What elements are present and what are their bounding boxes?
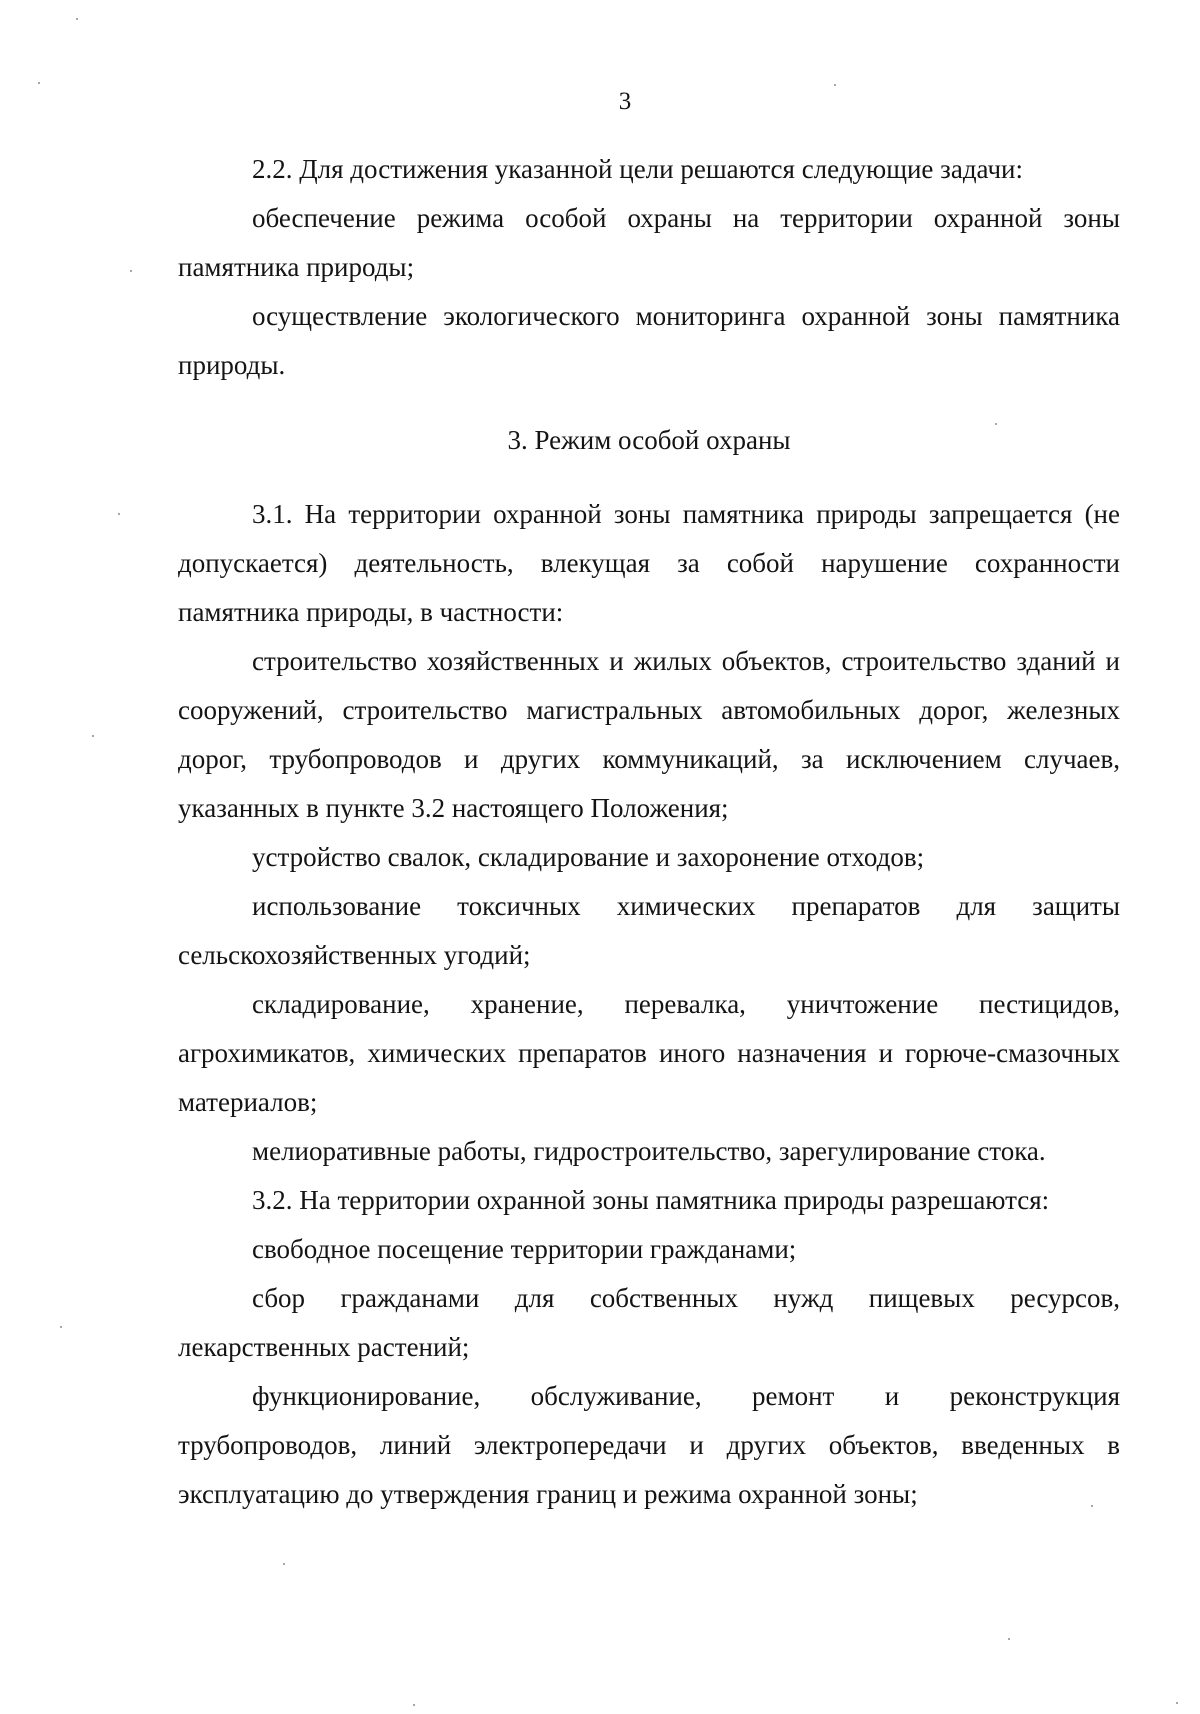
paragraph: устройство свалок, складирование и захоронение отходов; bbox=[252, 842, 925, 872]
paragraph: 3.2. На территории охранной зоны памятника природы разрешаются: bbox=[252, 1185, 1050, 1215]
scan-speck bbox=[38, 82, 40, 84]
scan-speck bbox=[76, 18, 78, 20]
paragraph: складирование, хранение, перевалка, уничтожение пестицидов, агрохимикатов, химических препаратов иного назначения и горюче-смазочных материалов; bbox=[178, 989, 1120, 1117]
scan-speck bbox=[283, 1563, 285, 1565]
paragraph: обеспечение режима особой охраны на территории охранной зоны памятника природы; bbox=[178, 203, 1120, 282]
paragraph: 2.2. Для достижения указанной цели решаются следующие задачи: bbox=[252, 154, 1023, 184]
scan-speck bbox=[60, 1326, 62, 1328]
section-heading: 3. Режим особой охраны bbox=[507, 425, 791, 455]
scan-speck bbox=[995, 423, 997, 425]
paragraph: сбор гражданами для собственных нужд пищевых ресурсов, лекарственных растений; bbox=[178, 1283, 1120, 1362]
scan-speck bbox=[92, 735, 94, 737]
scan-speck bbox=[1091, 1505, 1093, 1507]
paragraph: осуществление экологического мониторинга охранной зоны памятника природы. bbox=[178, 301, 1120, 380]
document-body bbox=[178, 145, 1120, 1519]
paragraph: использование токсичных химических препаратов для защиты сельскохозяйственных угодий; bbox=[178, 891, 1120, 970]
scan-speck bbox=[118, 513, 120, 515]
paragraph: мелиоративные работы, гидростроительство, зарегулирование стока. bbox=[252, 1136, 1046, 1166]
scan-speck bbox=[130, 270, 132, 272]
scan-speck bbox=[413, 1704, 415, 1706]
paragraph: строительство хозяйственных и жилых объектов, строительство зданий и сооружений, строительство магистральных автомобильных дорог, железных дорог, трубопроводов и других коммуникаций, за исключением случаев, указанных в пункте 3.2 настоящего Положения; bbox=[178, 646, 1120, 823]
paragraph: 3.1. На территории охранной зоны памятника природы запрещается (не допускается) деятельность, влекущая за собой нарушение сохранности памятника природы, в частности: bbox=[178, 499, 1120, 627]
scan-speck bbox=[834, 84, 836, 86]
scan-speck bbox=[1008, 1638, 1010, 1640]
paragraph: функционирование, обслуживание, ремонт и реконструкция трубопроводов, линий электропередачи и других объектов, введенных в эксплуатацию до утверждения границ и режима охранной зоны; bbox=[178, 1381, 1120, 1509]
paragraph: свободное посещение территории гражданами; bbox=[252, 1234, 797, 1264]
scan-speck bbox=[1176, 1702, 1178, 1704]
page-number: 3 bbox=[618, 88, 632, 115]
